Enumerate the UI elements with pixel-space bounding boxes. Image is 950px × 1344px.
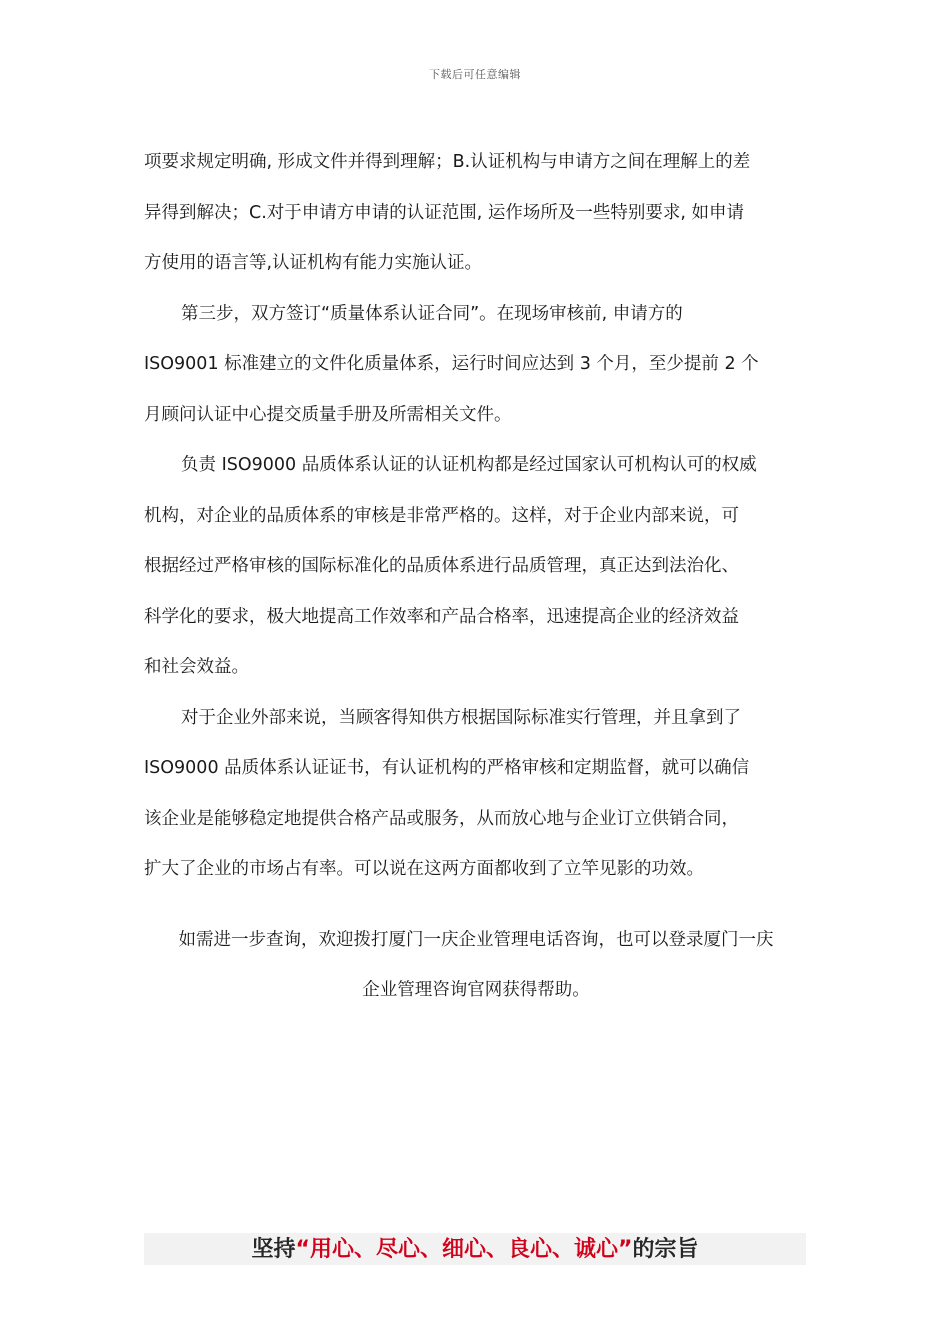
- slogan-prefix: 坚持: [251, 1237, 296, 1262]
- text-line: 对于企业外部来说，当顾客得知供方根据国际标准实行管理，并且拿到了: [181, 707, 741, 728]
- paragraph: [144, 445, 808, 698]
- text-line: 负责 ISO9000 品质体系认证的认证机构都是经过国家认可机构认可的权威: [181, 455, 757, 475]
- paragraph: [144, 294, 808, 446]
- text-line: 科学化的要求，极大地提高工作效率和产品合格率，迅速提高企业的经济效益: [144, 606, 739, 627]
- text-line: 和社会效益。: [144, 657, 249, 677]
- slogan-highlight: “用心、尽心、细心、良心、诚心”: [295, 1237, 633, 1262]
- contact-line: 企业管理咨询官网获得帮助。: [362, 980, 590, 1000]
- text-line: 机构，对企业的品质体系的审核是非常严格的。这样，对于企业内部来说，可: [144, 505, 739, 526]
- text-line: 异得到解决；C.对于申请方申请的认证范围, 运作场所及一些特别要求, 如申请: [144, 202, 745, 223]
- text-line: 月顾问认证中心提交质量手册及所需相关文件。: [144, 404, 512, 425]
- document-body: [144, 142, 808, 900]
- contact-note: [144, 920, 808, 1020]
- text-line: 方使用的语言等,认证机构有能力实施认证。: [144, 253, 483, 273]
- paragraph: [144, 142, 808, 294]
- text-line: ISO9001 标准建立的文件化质量体系，运行时间应达到 3 个月，至少提前 2 个: [144, 354, 759, 374]
- text-line: 扩大了企业的市场占有率。可以说在这两方面都收到了立竿见影的功效。: [144, 859, 704, 879]
- text-line: ISO9000 品质体系认证证书，有认证机构的严格审核和定期监督，就可以确信: [144, 758, 750, 778]
- slogan-suffix: 的宗旨: [632, 1237, 699, 1262]
- slogan-banner: [144, 1233, 806, 1265]
- text-line: 第三步，双方签订“质量体系认证合同”。在现场审核前, 申请方的: [181, 303, 683, 324]
- text-line: 项要求规定明确, 形成文件并得到理解；B.认证机构与申请方之间在理解上的差: [144, 152, 751, 172]
- text-line: 该企业是能够稳定地提供合格产品或服务，从而放心地与企业订立供销合同，: [144, 808, 739, 829]
- page-header: 下载后可任意编辑: [429, 68, 521, 81]
- text-line: 根据经过严格审核的国际标准化的品质体系进行品质管理，真正达到法治化、: [144, 556, 739, 576]
- contact-line: 如需进一步查询，欢迎拨打厦门一庆企业管理电话咨询，也可以登录厦门一庆: [178, 930, 774, 950]
- paragraph: [144, 698, 808, 900]
